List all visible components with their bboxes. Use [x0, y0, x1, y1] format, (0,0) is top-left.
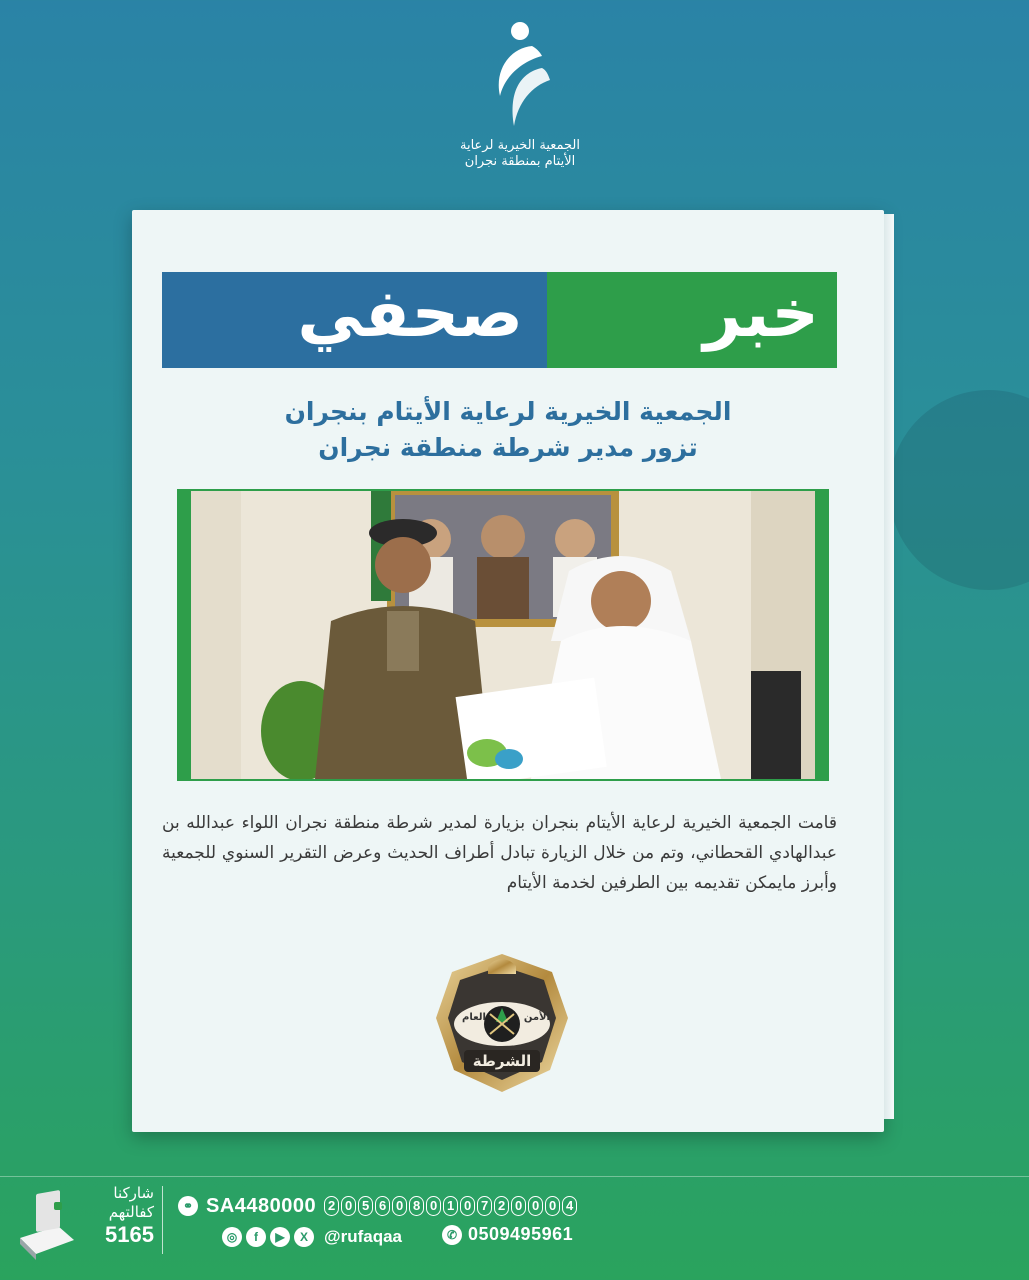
- headline-line2: تزور مدير شرطة منطقة نجران: [318, 433, 698, 462]
- social-handle[interactable]: @rufaqaa: [324, 1227, 402, 1246]
- news-paper: [132, 210, 884, 1132]
- footer-vertical-separator: [162, 1186, 163, 1254]
- iban-digit: 4: [562, 1196, 577, 1216]
- social-row: [222, 1222, 402, 1252]
- banner-word-news: خبر: [703, 275, 819, 352]
- article-body: قامت الجمعية الخيرية لرعاية الأيتام بنجران بزيارة لمدير شرطة منطقة نجران اللواء عبدالله بن عبدالهادي القحطاني، وتم من خلال الزيارة تبادل أطراف الحديث وعرض التقرير السنوي للجمعية وأبرز مايمكن تقديمه بين الطرفين لخدمة الأيتام: [162, 813, 837, 893]
- share-line1: شاركنا: [113, 1184, 154, 1202]
- phone-number[interactable]: 0509495961: [468, 1224, 574, 1244]
- iban-digit: 2: [494, 1196, 509, 1216]
- share-text: [64, 1184, 154, 1248]
- badge-word-public: الأمن: [523, 1012, 550, 1023]
- police-badge-icon: [432, 952, 572, 1094]
- iban-digit: 2: [324, 1196, 339, 1216]
- phone-contact: [442, 1224, 573, 1245]
- logo-text-line1: الجمعية الخيرية لرعاية: [460, 138, 580, 153]
- headline: [132, 394, 884, 466]
- banner-green-panel: [547, 272, 837, 368]
- meeting-photo: [191, 491, 815, 779]
- footer-divider: [0, 1176, 1029, 1177]
- iban-prefix: SA4480000: [206, 1194, 317, 1217]
- phone-icon: ✆: [442, 1225, 462, 1245]
- logo-text-line2: الأيتام بمنطقة نجران: [464, 154, 576, 169]
- photo-frame: [177, 489, 829, 781]
- iban-digits: [324, 1196, 577, 1216]
- background-circle: [889, 390, 1029, 590]
- logo-mark-icon: [480, 18, 560, 138]
- instagram-icon[interactable]: ◎: [222, 1227, 242, 1247]
- facebook-icon[interactable]: f: [246, 1227, 266, 1247]
- iban-digit: 0: [426, 1196, 441, 1216]
- iban-digit: 0: [545, 1196, 560, 1216]
- share-line2: كفالتهم: [108, 1203, 154, 1221]
- iban-digit: 0: [392, 1196, 407, 1216]
- press-news-banner: [162, 272, 837, 368]
- iban-digit: 0: [460, 1196, 475, 1216]
- headline-line1: الجمعية الخيرية لرعاية الأيتام بنجران: [284, 397, 732, 426]
- police-emblem: [432, 952, 572, 1094]
- share-sponsor-block: [14, 1184, 154, 1264]
- iban-digit: 0: [511, 1196, 526, 1216]
- iban-digit: 0: [341, 1196, 356, 1216]
- iban-digit: 0: [528, 1196, 543, 1216]
- banner-word-press: صحفي: [297, 275, 523, 352]
- x-icon[interactable]: X: [294, 1227, 314, 1247]
- youtube-icon[interactable]: ▶: [270, 1227, 290, 1247]
- badge-word-police: الشرطة: [472, 1052, 532, 1070]
- iban-row: [178, 1192, 577, 1220]
- banner-blue-panel: [162, 272, 547, 368]
- iban-digit: 5: [358, 1196, 373, 1216]
- iban-digit: 6: [375, 1196, 390, 1216]
- iban-digit: 8: [409, 1196, 424, 1216]
- share-number: 5165: [105, 1222, 154, 1247]
- meeting-illustration: [191, 491, 815, 779]
- iban-digit: 1: [443, 1196, 458, 1216]
- organization-logo: [440, 18, 600, 178]
- iban-digit: 7: [477, 1196, 492, 1216]
- bank-icon: ⚭: [178, 1196, 198, 1216]
- badge-word-general: العام: [462, 1012, 486, 1023]
